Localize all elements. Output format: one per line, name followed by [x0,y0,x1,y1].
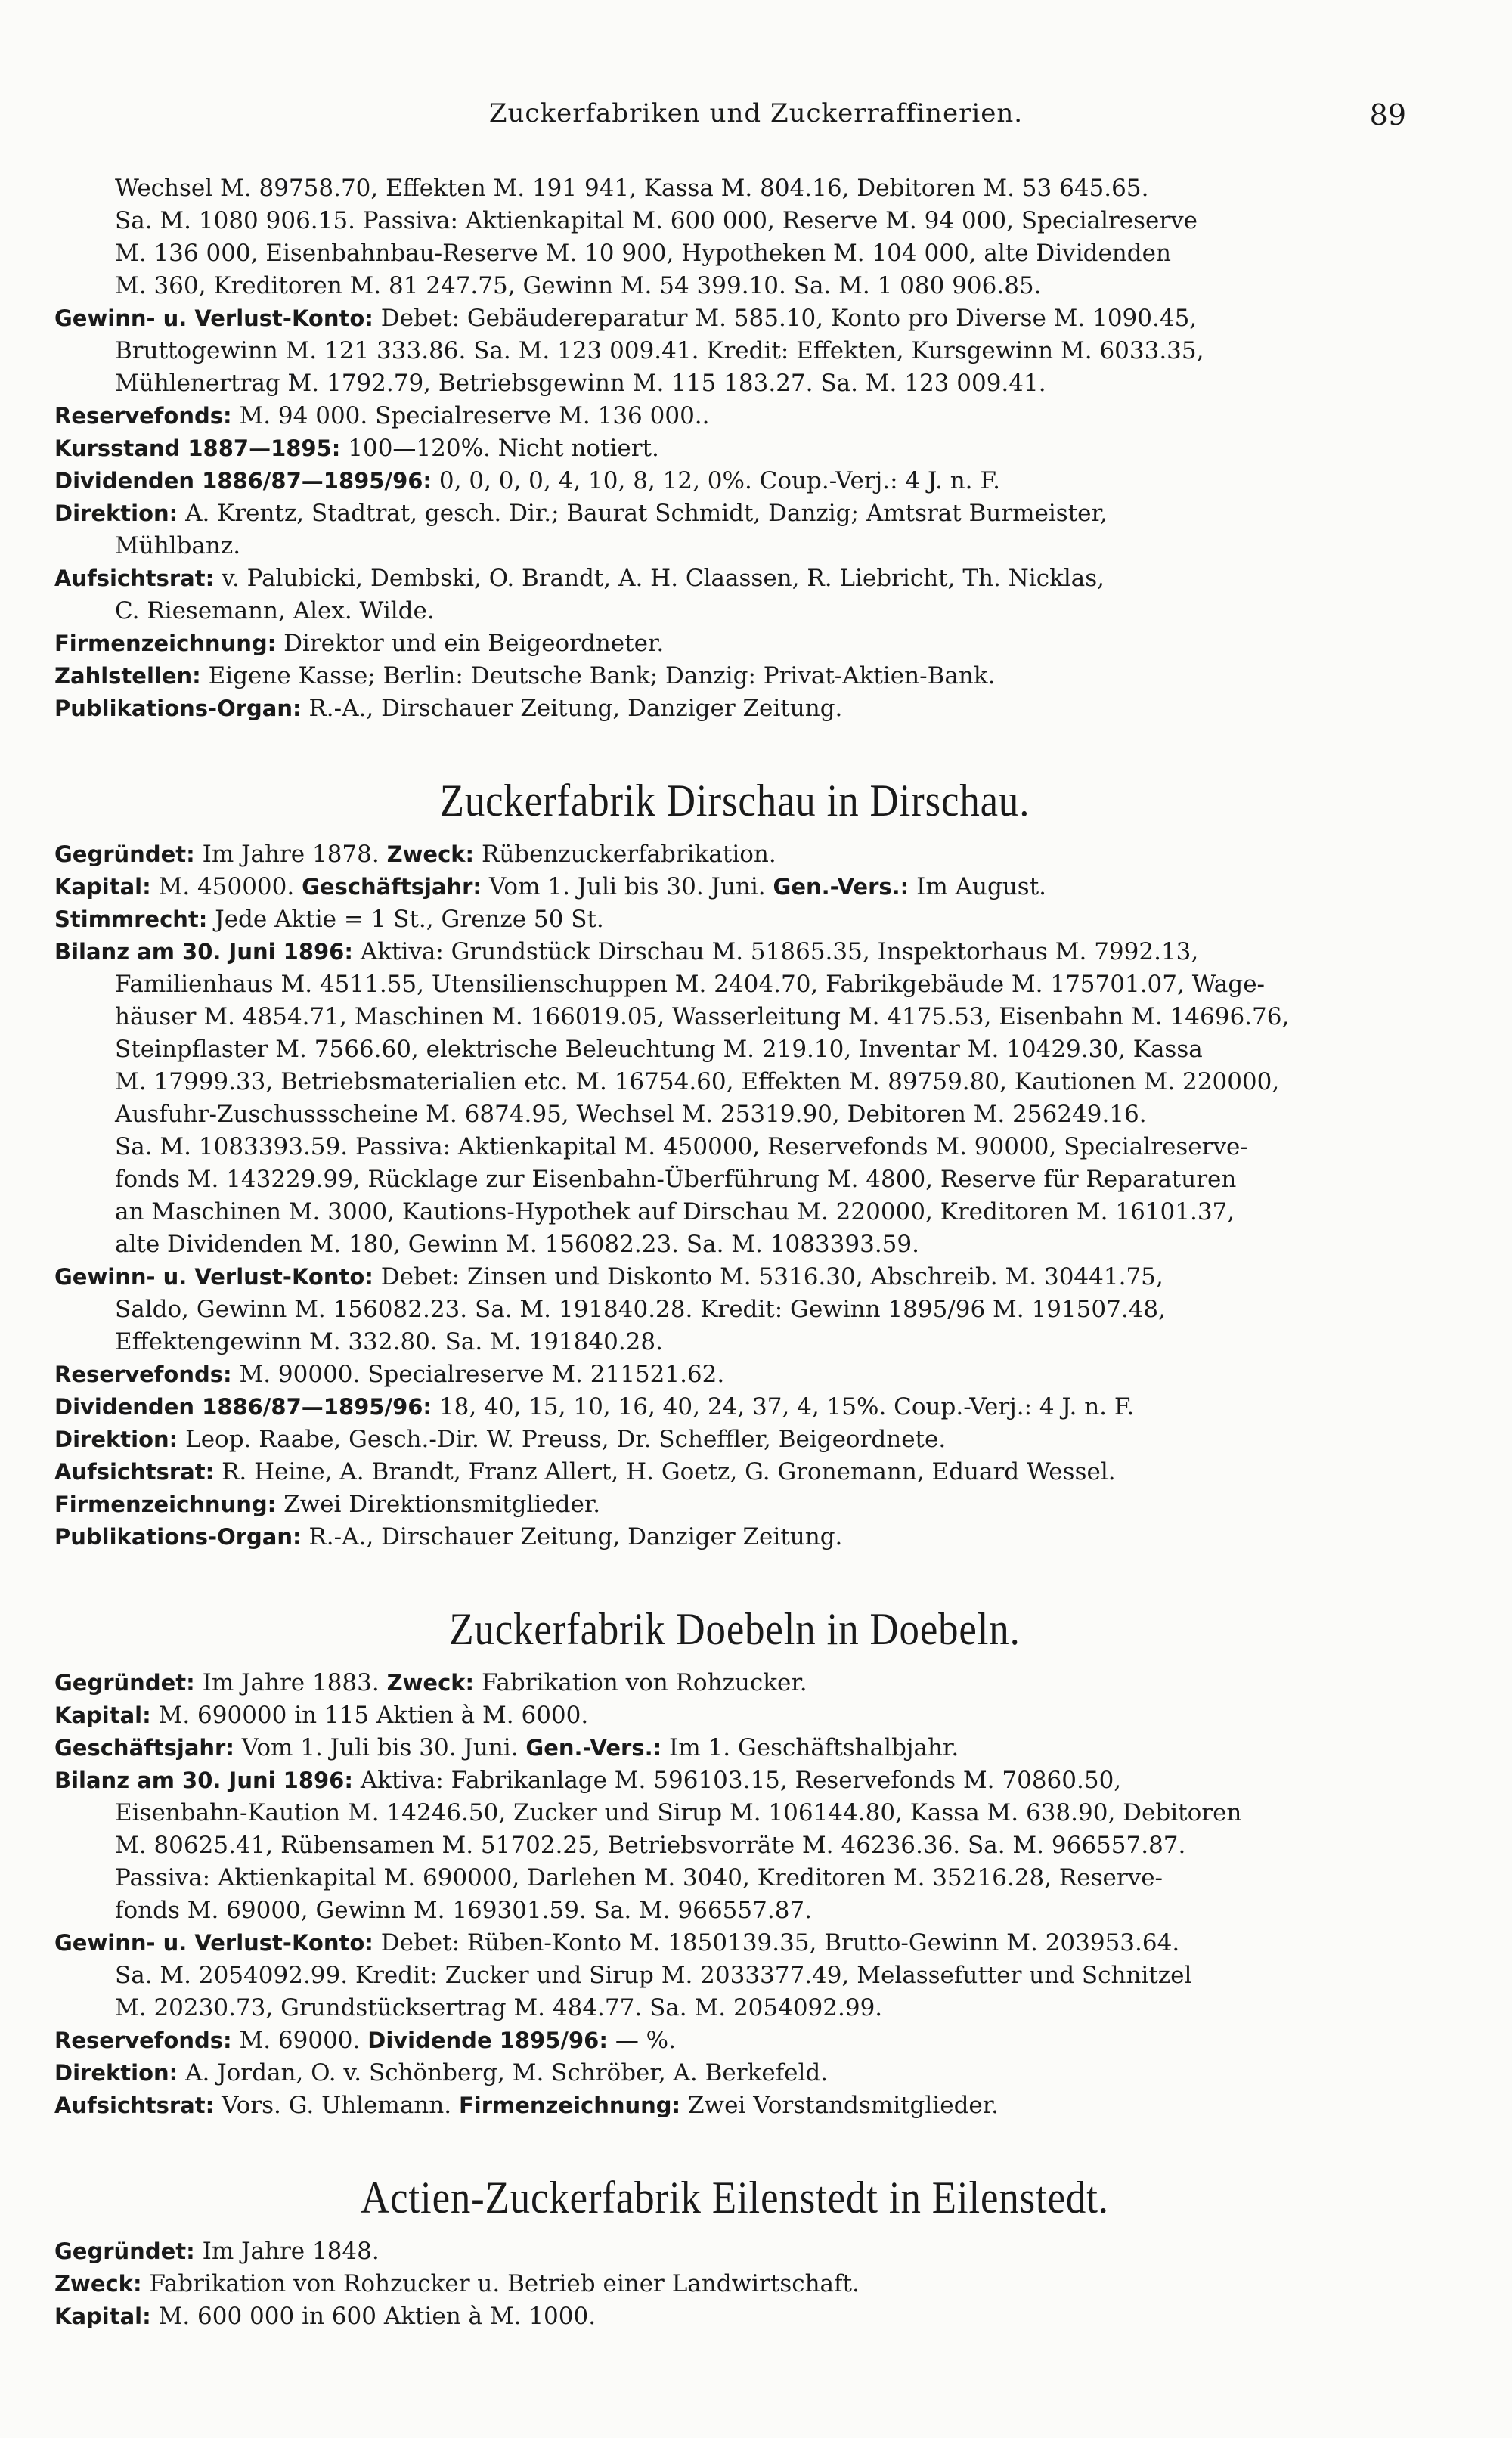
field-label: Direktion: [54,500,178,526]
field-label: Kapital: [54,1702,151,1728]
text-line: M. 360, Kreditoren M. 81 247.75, Gewinn M. 54 399.10. Sa. M. 1 080 906.85. [115,272,1042,299]
field-value: Im August. [916,873,1047,900]
text-line: Effektengewinn M. 332.80. Sa. M. 191840.28. [115,1328,663,1355]
field-label: Dividende 1895/96: [367,2028,608,2053]
running-head: Zuckerfabriken und Zuckerraffinerien. [488,98,1024,129]
field-label: Geschäftsjahr: [302,874,482,900]
text-line: Familienhaus M. 4511.55, Utensilienschuppen M. 2404.70, Fabrikgebäude M. 175701.07, Wage- [115,971,1266,998]
field-value: Im Jahre 1878. [202,841,380,868]
text-line: häuser M. 4854.71, Maschinen M. 166019.05, Wasserleitung M. 4175.53, Eisenbahn M. 14696.76, [115,1003,1290,1030]
text-line [54,1489,1415,1521]
field-label: Reservefonds: [54,2028,232,2053]
text-line [54,1732,1415,1764]
text-line [54,1521,1415,1554]
section-title: Zuckerfabrik Doebeln in Doebeln. [449,1604,1021,1654]
field-value: M. 690000 in 115 Aktien à M. 6000. [158,1702,589,1729]
field-value: A. Jordan, O. v. Schönberg, M. Schröber, A. Berkefeld. [185,2059,829,2086]
field-label: Gewinn- u. Verlust-Konto: [54,1264,373,1290]
text-line [54,1764,1415,1797]
field-label: Gegründet: [54,2238,195,2264]
text-line [54,1261,1415,1293]
text-line [54,660,1415,692]
text-line: fonds M. 69000, Gewinn M. 169301.59. Sa. M. 966557.87. [115,1897,812,1924]
text-line: Ausfuhr-Zuschussscheine M. 6874.95, Wechsel M. 25319.90, Debitoren M. 256249.16. [115,1101,1147,1128]
field-label: Reservefonds: [54,403,232,429]
field-label: Aufsichtsrat: [54,2093,215,2118]
field-label: Stimmrecht: [54,906,208,932]
text-line: M. 17999.33, Betriebsmaterialien etc. M. 16754.60, Effekten M. 89759.80, Kautionen M. 220000, [115,1068,1280,1095]
text-line [54,400,1415,432]
text-line [54,903,1415,936]
field-value: R. Heine, A. Brandt, Franz Allert, H. Goetz, G. Gronemann, Eduard Wessel. [222,1458,1116,1485]
field-value: 0, 0, 0, 0, 4, 10, 8, 12, 0%. Coup.-Verj.: 4 J. n. F. [438,467,1000,494]
field-value: v. Palubicki, Dembski, O. Brandt, A. H. Claassen, R. Liebricht, Th. Nicklas, [222,565,1105,592]
field-label: Firmenzeichnung: [54,630,277,656]
text-line [54,2300,1415,2333]
text-line [54,1456,1415,1489]
field-value: Im Jahre 1848. [202,2238,380,2265]
text-line: Passiva: Aktienkapital M. 690000, Darlehen M. 3040, Kreditoren M. 35216.28, Reserve- [115,1864,1163,1891]
text-line [54,2024,1415,2057]
text-line [54,465,1415,497]
text-line [54,432,1415,465]
text-line [54,1358,1415,1391]
text-line [54,1699,1415,1732]
field-label: Aufsichtsrat: [54,1459,215,1485]
field-value: M. 600 000 in 600 Aktien à M. 1000. [158,2303,596,2330]
field-value: M. 90000. Specialreserve M. 211521.62. [239,1361,725,1388]
field-label: Dividenden 1886/87—1895/96: [54,468,432,494]
text-line [54,838,1415,871]
text-line: Sa. M. 2054092.99. Kredit: Zucker und Sirup M. 2033377.49, Melassefutter und Schnitzel [115,1962,1192,1989]
field-label: Gewinn- u. Verlust-Konto: [54,1930,373,1956]
field-value: Jede Aktie = 1 St., Grenze 50 St. [215,906,604,933]
field-value: Vom 1. Juli bis 30. Juni. [241,1734,519,1761]
field-label: Dividenden 1886/87—1895/96: [54,1394,432,1420]
text-line [54,2057,1415,2089]
previous-entry [54,172,1415,725]
page-content [54,172,1415,2333]
field-label: Publikations-Organ: [54,695,302,721]
text-line: Wechsel M. 89758.70, Effekten M. 191 941, Kassa M. 804.16, Debitoren M. 53 645.65. [115,175,1149,202]
field-value: Leop. Raabe, Gesch.-Dir. W. Preuss, Dr. Scheffler, Beigeordnete. [185,1426,947,1453]
text-line [54,2089,1415,2122]
text-line: M. 136 000, Eisenbahnbau-Reserve M. 10 900, Hypotheken M. 104 000, alte Dividenden [115,240,1171,267]
field-value: Zwei Direktionsmitglieder. [284,1491,601,1518]
page-number: 89 [1369,98,1406,132]
field-value: Debet: Rüben-Konto M. 1850139.35, Brutto-Gewinn M. 203953.64. [380,1929,1180,1956]
field-value: Direktor und ein Beigeordneter. [284,630,665,657]
text-line [54,497,1415,530]
text-line [54,302,1415,335]
field-label: Geschäftsjahr: [54,1735,234,1761]
field-label: Gen.-Vers.: [525,1735,662,1761]
field-label: Kapital: [54,2303,151,2329]
field-label: Zweck: [386,1670,475,1696]
field-label: Zweck: [54,2271,142,2297]
text-line: an Maschinen M. 3000, Kautions-Hypothek auf Dirschau M. 220000, Kreditoren M. 16101.37, [115,1198,1235,1225]
field-label: Bilanz am 30. Juni 1896: [54,939,353,965]
field-label: Direktion: [54,1427,178,1452]
field-label: Firmenzeichnung: [458,2093,681,2118]
text-line: Saldo, Gewinn M. 156082.23. Sa. M. 191840.28. Kredit: Gewinn 1895/96 M. 191507.48, [115,1296,1166,1323]
field-value: Aktiva: Fabrikanlage M. 596103.15, Reservefonds M. 70860.50, [360,1767,1122,1794]
field-value: — %. [615,2027,676,2054]
field-value: Debet: Zinsen und Diskonto M. 5316.30, Abschreib. M. 30441.75, [380,1263,1163,1290]
field-value: Zwei Vorstandsmitglieder. [688,2092,999,2119]
field-value: Vom 1. Juli bis 30. Juni. [488,873,766,900]
field-value: 100—120%. Nicht notiert. [348,435,659,462]
field-label: Kursstand 1887—1895: [54,435,341,461]
entry-doebeln [54,1602,1415,2122]
field-value: Im Jahre 1883. [202,1669,380,1696]
text-line: fonds M. 143229.99, Rücklage zur Eisenbahn-Überführung M. 4800, Reserve für Reparaturen [115,1166,1237,1193]
section-title: Actien-Zuckerfabrik Eilenstedt in Eilenstedt. [361,2173,1109,2223]
section-title: Zuckerfabrik Dirschau in Dirschau. [439,776,1030,826]
text-line: Mühlenertrag M. 1792.79, Betriebsgewinn M. 115 183.27. Sa. M. 123 009.41. [115,370,1046,397]
field-value: 18, 40, 15, 10, 16, 40, 24, 37, 4, 15%. Coup.-Verj.: 4 J. n. F. [438,1393,1135,1420]
text-line [54,1391,1415,1423]
field-label: Direktion: [54,2060,178,2086]
text-line [54,692,1415,725]
field-value: Fabrikation von Rohzucker. [482,1669,807,1696]
field-label: Zweck: [386,841,475,867]
text-line: Sa. M. 1080 906.15. Passiva: Aktienkapital M. 600 000, Reserve M. 94 000, Specialreserve [115,207,1198,234]
field-value: Vors. G. Uhlemann. [222,2092,452,2119]
entry-eilenstedt [54,2170,1415,2333]
text-line [54,627,1415,660]
field-value: Rübenzuckerfabrikation. [482,841,776,868]
field-label: Gegründet: [54,841,195,867]
field-label: Zahlstellen: [54,663,201,689]
field-value: M. 69000. [239,2027,361,2054]
field-label: Publikations-Organ: [54,1524,302,1550]
text-line [54,2235,1415,2268]
field-label: Firmenzeichnung: [54,1492,277,1517]
field-label: Gewinn- u. Verlust-Konto: [54,305,373,331]
field-value: M. 94 000. Specialreserve M. 136 000.. [239,402,710,429]
text-line [54,936,1415,968]
text-line: M. 20230.73, Grundstücksertrag M. 484.77. Sa. M. 2054092.99. [115,1994,883,2021]
entry-dirschau [54,773,1415,1554]
page-header [0,98,1512,144]
text-line: alte Dividenden M. 180, Gewinn M. 156082.23. Sa. M. 1083393.59. [115,1231,919,1258]
text-line [54,562,1415,595]
text-line [54,2268,1415,2300]
field-label: Bilanz am 30. Juni 1896: [54,1767,353,1793]
text-line: Eisenbahn-Kaution M. 14246.50, Zucker und Sirup M. 106144.80, Kassa M. 638.90, Debitoren [115,1799,1242,1826]
field-label: Kapital: [54,874,151,900]
text-line [54,1423,1415,1456]
field-value: Aktiva: Grundstück Dirschau M. 51865.35, Inspektorhaus M. 7992.13, [360,938,1199,965]
field-label: Reservefonds: [54,1362,232,1387]
field-value: M. 450000. [158,873,295,900]
text-line: Mühlbanz. [115,532,241,559]
text-line [54,871,1415,903]
field-value: R.-A., Dirschauer Zeitung, Danziger Zeitung. [308,1523,843,1550]
field-value: A. Krentz, Stadtrat, gesch. Dir.; Baurat Schmidt, Danzig; Amtsrat Burmeister, [185,500,1108,527]
field-label: Gen.-Vers.: [773,874,909,900]
text-line: Steinpflaster M. 7566.60, elektrische Beleuchtung M. 219.10, Inventar M. 10429.30, Kassa [115,1036,1203,1063]
text-line: C. Riesemann, Alex. Wilde. [115,597,435,624]
field-label: Aufsichtsrat: [54,565,215,591]
field-value: Im 1. Geschäftshalbjahr. [669,1734,959,1761]
field-label: Gegründet: [54,1670,195,1696]
field-value: R.-A., Dirschauer Zeitung, Danziger Zeitung. [308,695,843,722]
text-line [54,1927,1415,1959]
text-line [54,1667,1415,1699]
field-value: Eigene Kasse; Berlin: Deutsche Bank; Danzig: Privat-Aktien-Bank. [208,662,996,689]
field-value: Debet: Gebäudereparatur M. 585.10, Konto pro Diverse M. 1090.45, [380,305,1198,332]
field-value: Fabrikation von Rohzucker u. Betrieb einer Landwirtschaft. [149,2270,860,2297]
text-line: M. 80625.41, Rübensamen M. 51702.25, Betriebsvorräte M. 46236.36. Sa. M. 966557.87. [115,1832,1186,1859]
text-line: Sa. M. 1083393.59. Passiva: Aktienkapital M. 450000, Reservefonds M. 90000, Specialreserve- [115,1133,1248,1160]
text-line: Bruttogewinn M. 121 333.86. Sa. M. 123 009.41. Kredit: Effekten, Kursgewinn M. 6033.35, [115,337,1204,364]
